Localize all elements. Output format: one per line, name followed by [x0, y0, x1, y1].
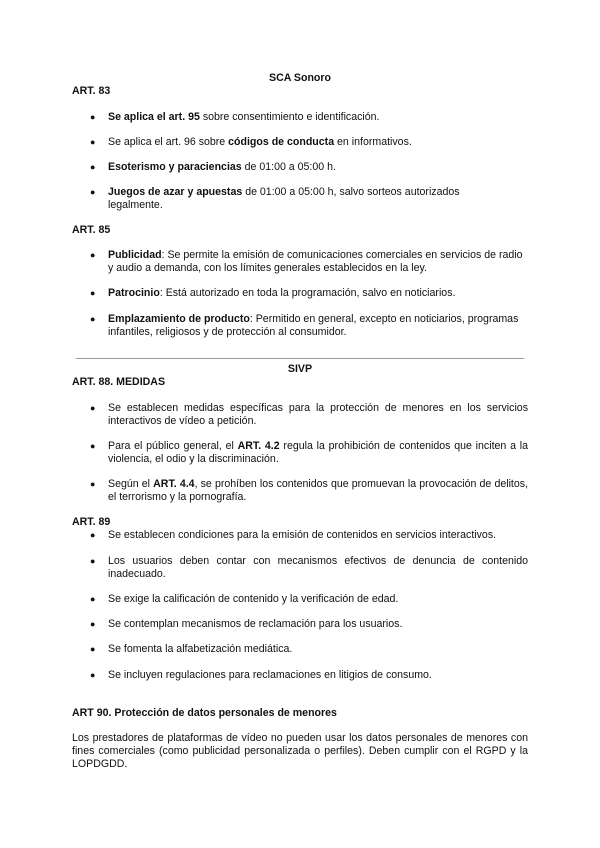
bullet-icon: ●	[90, 187, 96, 197]
art-90-heading: ART 90. Protección de datos personales de menores	[72, 707, 337, 719]
list-item: ● Se exige la calificación de contenido y la verificación de edad.	[90, 593, 399, 605]
bullet-icon: ●	[90, 162, 96, 172]
list-item: ● Se contemplan mecanismos de reclamación para los usuarios.	[90, 618, 403, 630]
list-item: ● Esoterismo y paraciencias de 01:00 a 05:00 h.	[90, 161, 336, 173]
list-item: ● Se establecen condiciones para la emisión de contenidos en servicios interactivos.	[90, 529, 497, 541]
list-item: ● Se aplica el art. 95 sobre consentimiento e identificación.	[90, 111, 380, 123]
bullet-icon: ●	[90, 670, 96, 680]
bullet-icon: ●	[90, 314, 96, 324]
section-title-sivp: SIVP	[287, 363, 313, 375]
list-item: ● Para el público general, el ART. 4.2 regula la prohibición de contenidos que inciten a la violencia, el odio y la discriminación.	[90, 440, 528, 465]
list-item: ● Emplazamiento de producto: Permitido en general, excepto en noticiarios, programas infantiles, religiosos y de protección al consumidor.	[90, 313, 519, 338]
list-item: ● Se incluyen regulaciones para reclamaciones en litigios de consumo.	[90, 669, 432, 681]
list-item: ● Juegos de azar y apuestas de 01:00 a 05:00 h, salvo sorteos autorizados legalmente.	[90, 186, 460, 211]
art-83-heading: ART. 83	[72, 85, 111, 97]
bullet-icon: ●	[90, 403, 96, 413]
bullet-icon: ●	[90, 288, 96, 298]
list-item: ● Los usuarios deben contar con mecanismos efectivos de denuncia de contenido inadecuado.	[90, 555, 528, 580]
section-divider	[76, 358, 524, 359]
list-item: ● Se establecen medidas específicas para la protección de menores en los servicios interactivos de vídeo a petición.	[90, 402, 528, 427]
list-item: ● Patrocinio: Está autorizado en toda la programación, salvo en noticiarios.	[90, 287, 456, 299]
bullet-icon: ●	[90, 556, 96, 566]
list-item: ● Según el ART. 4.4, se prohíben los contenidos que promuevan la provocación de delitos, el terrorismo y la pornografía.	[90, 478, 529, 503]
bullet-icon: ●	[90, 619, 96, 629]
list-item: ● Se fomenta la alfabetización mediática.	[90, 643, 293, 655]
bullet-icon: ●	[90, 112, 96, 122]
art-90-paragraph: Los prestadores de plataformas de vídeo no pueden usar los datos personales de menores con fines comerciales (como publicidad personalizada o perfiles). Deben cumplir con el RGPD y la LOPDGDD.	[72, 732, 528, 770]
bullet-icon: ●	[90, 644, 96, 654]
bullet-icon: ●	[90, 250, 96, 260]
list-item: ● Publicidad: Se permite la emisión de comunicaciones comerciales en servicios de radio y audio a demanda, con los límites generales establecidos en la ley.	[90, 249, 523, 274]
list-item: ● Se aplica el art. 96 sobre códigos de conducta en informativos.	[90, 136, 412, 148]
bullet-icon: ●	[90, 137, 96, 147]
bullet-icon: ●	[90, 530, 96, 540]
art-85-heading: ART. 85	[72, 224, 111, 236]
section-title-sca: SCA Sonoro	[269, 72, 331, 84]
art-89-heading: ART. 89	[72, 516, 111, 528]
bullet-icon: ●	[90, 441, 96, 451]
bullet-icon: ●	[90, 594, 96, 604]
bullet-icon: ●	[90, 479, 96, 489]
art-88-heading: ART. 88. MEDIDAS	[72, 376, 166, 388]
